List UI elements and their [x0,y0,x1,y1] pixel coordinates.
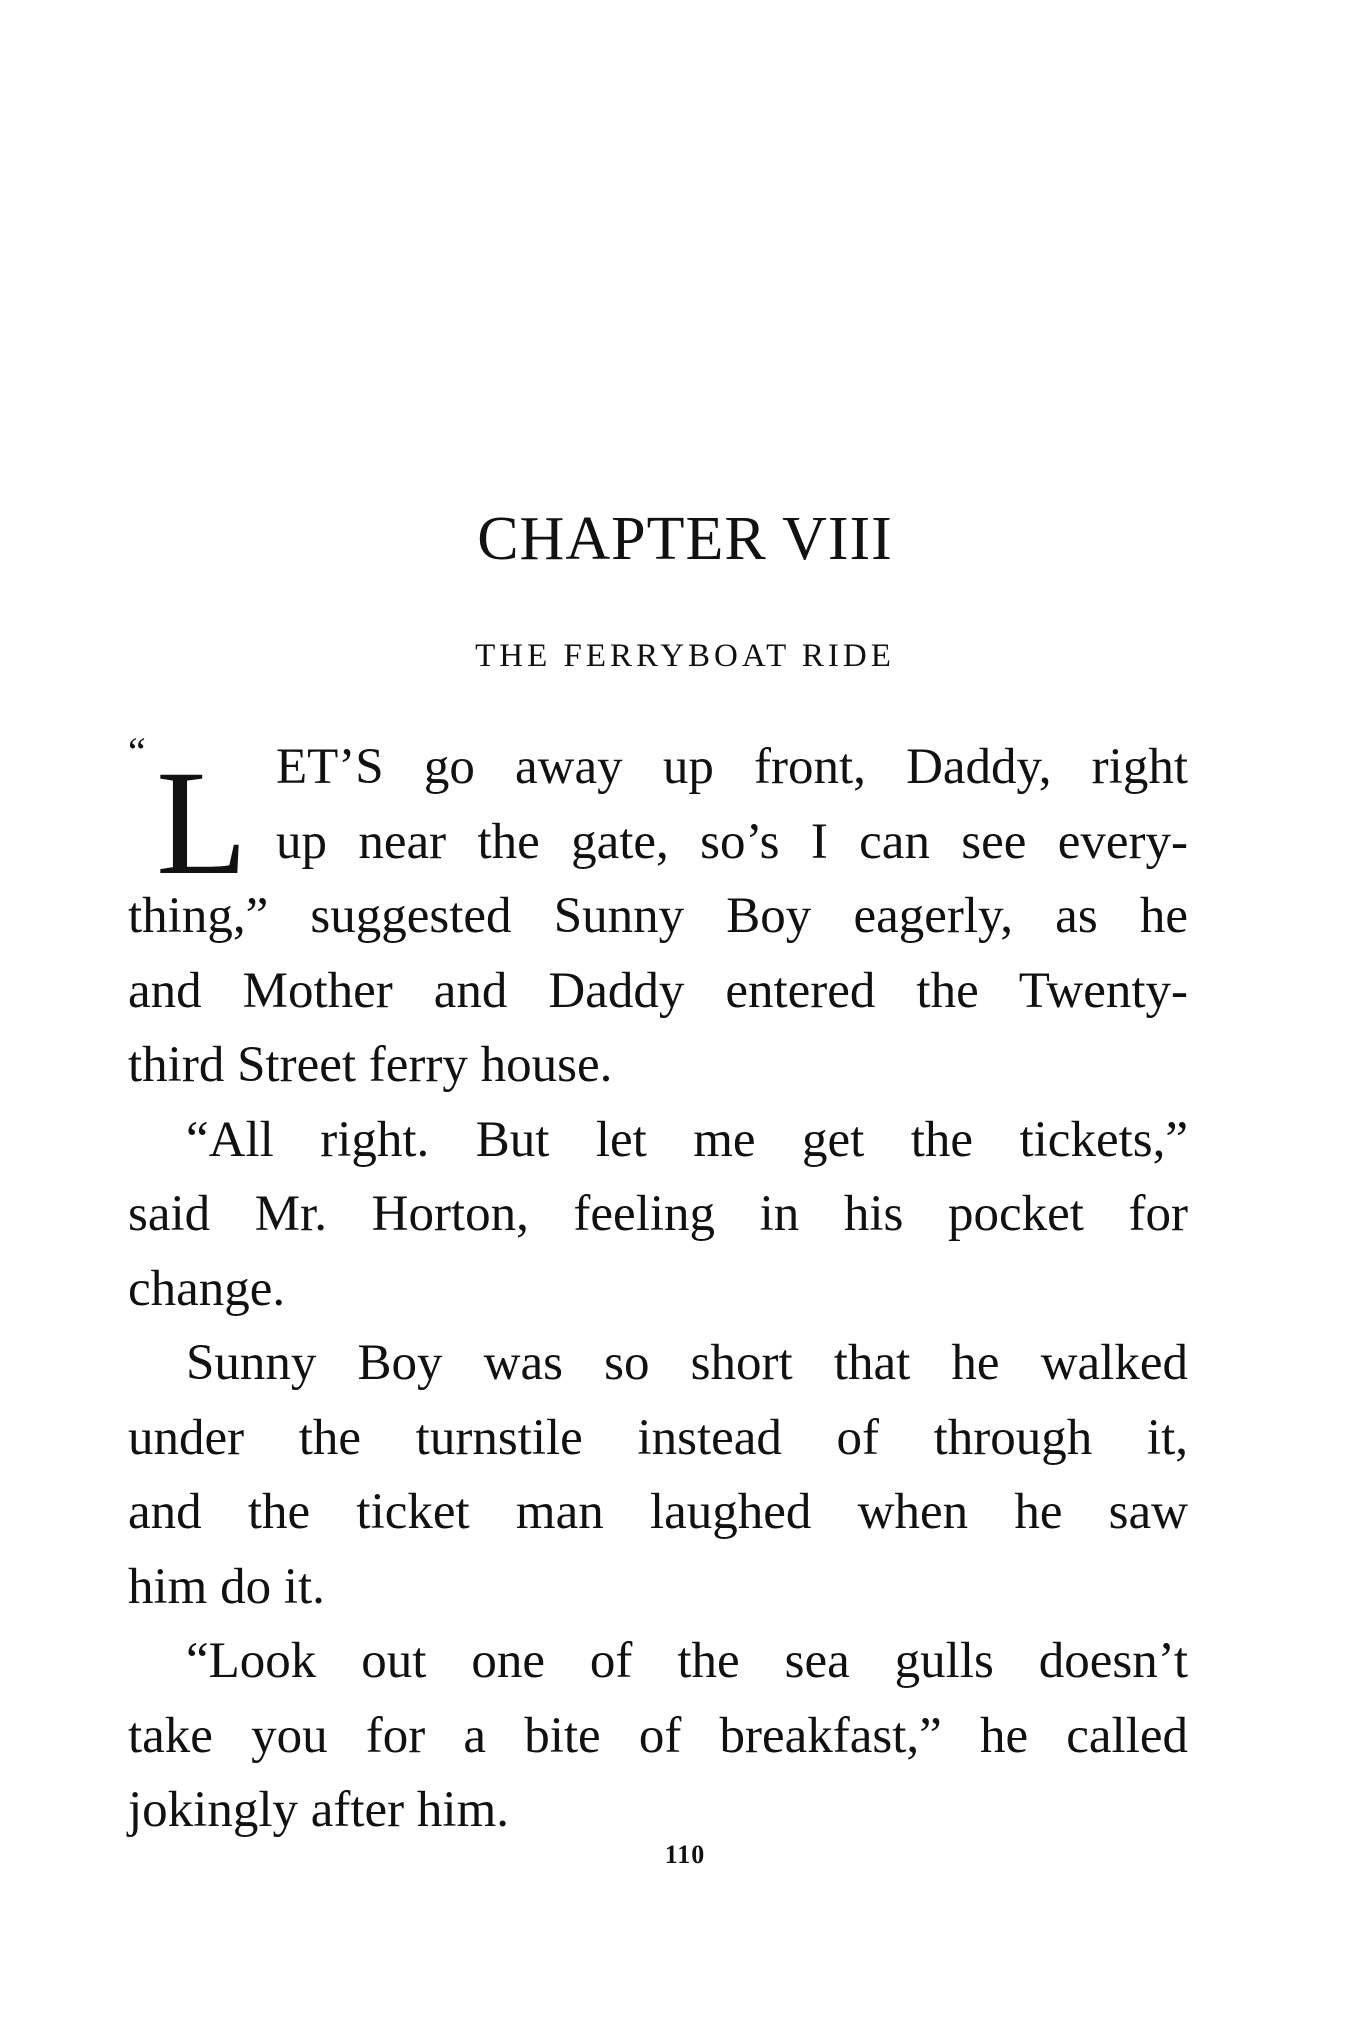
text-line: thing,” suggested Sunny Boy eagerly, as he [128,888,1188,944]
text-line: “Look out one of the sea gulls doesn’t [186,1633,1188,1689]
opening-quote-mark: “ [128,729,146,774]
text-line: him do it. [128,1558,325,1615]
text-line: change. [128,1260,286,1317]
text-line: up near the gate, so’s I can see every- [276,813,1188,870]
chapter-title: CHAPTER VIII [477,505,893,573]
drop-cap-block [128,729,1188,906]
text-line: third Street ferry house. [128,1037,613,1093]
chapter-subtitle: THE FERRYBOAT RIDE [475,638,895,674]
text-line: and Mother and Daddy entered the Twenty- [128,962,1188,1019]
text-line: under the turnstile instead of through it, [128,1409,1188,1466]
text-line: Sunny Boy was so short that he walked [186,1335,1188,1391]
text-line: said Mr. Horton, feeling in his pocket for [128,1186,1188,1242]
text-line: ET’S go away up front, Daddy, right [276,739,1188,795]
text-line: take you for a bite of breakfast,” he called [128,1707,1188,1764]
text-line: “All right. But let me get the tickets,” [186,1111,1188,1168]
drop-cap-letter: L [156,740,248,906]
text-line: and the ticket man laughed when he saw [128,1484,1188,1540]
text-line: jokingly after him. [128,1782,510,1838]
body-text [128,730,1188,1848]
page-number: 110 [664,1840,706,1869]
